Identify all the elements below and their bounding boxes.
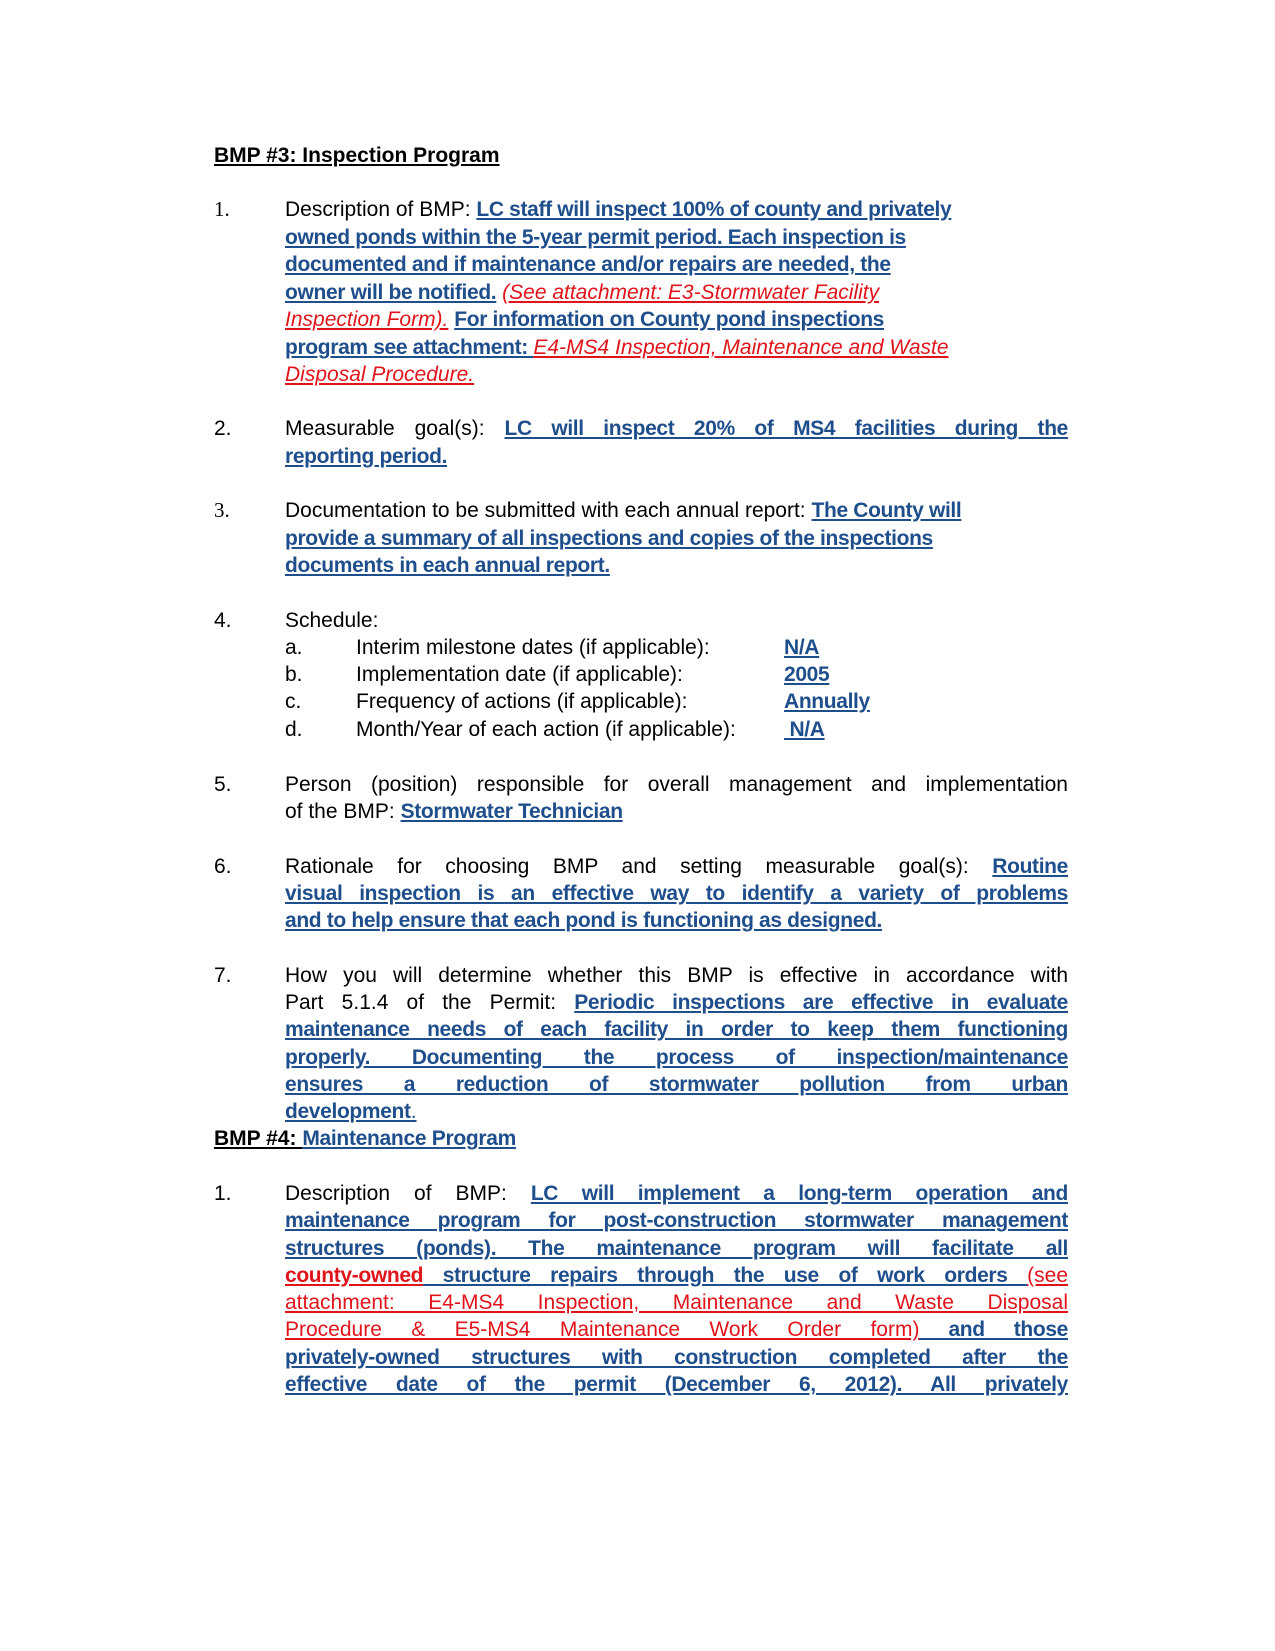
- attachment-reference: (see: [1027, 1264, 1068, 1287]
- response-text: Routine: [992, 855, 1068, 878]
- text-line: [285, 361, 1068, 388]
- response-text: properly. Documenting the process of inspection/maintenance: [285, 1046, 1068, 1069]
- schedule-value: N/A: [784, 636, 820, 659]
- schedule-letter: c.: [285, 690, 302, 713]
- text-line: [285, 1180, 1068, 1207]
- response-text: program see attachment:: [285, 336, 534, 359]
- response-text: structure repairs through the use of work orders: [423, 1264, 1028, 1287]
- text-line: [285, 880, 1068, 907]
- response-text: ensures a reduction of stormwater pollution from urban: [285, 1073, 1068, 1096]
- schedule-value: 2005: [784, 663, 830, 686]
- text-line: [285, 607, 1068, 634]
- schedule-letter: d.: [285, 718, 303, 741]
- text-line: [285, 1235, 1068, 1262]
- text-line: [285, 1016, 1068, 1043]
- label-text: Documentation to be submitted with each annual report:: [285, 499, 812, 522]
- response-text: LC staff will inspect 100% of county and privately: [476, 198, 952, 221]
- label-text: of the BMP:: [285, 800, 401, 823]
- label-text: Description of BMP:: [285, 198, 477, 221]
- schedule-label: Interim milestone dates (if applicable):: [356, 636, 710, 659]
- response-text: For information on County pond inspections: [454, 308, 885, 331]
- label-text: Schedule:: [285, 609, 379, 632]
- text-line: [285, 1098, 1068, 1125]
- label-text: Description of BMP:: [285, 1182, 531, 1205]
- schedule-value: N/A: [784, 718, 825, 741]
- text-line: [285, 1071, 1068, 1098]
- schedule-label: Implementation date (if applicable):: [356, 663, 683, 686]
- label-text: How you will determine whether this BMP is effective in accordance with: [285, 964, 1068, 987]
- schedule-label: Frequency of actions (if applicable):: [356, 690, 688, 713]
- text-line: [285, 525, 1068, 552]
- section-heading: [214, 1125, 997, 1152]
- text-line: [285, 907, 1068, 934]
- text-line: [285, 334, 1068, 361]
- text-line: [285, 306, 1068, 333]
- text-line: [285, 1207, 1068, 1234]
- response-text: Stormwater Technician: [400, 800, 623, 823]
- schedule-label: Month/Year of each action (if applicable):: [356, 718, 736, 741]
- schedule-letter: a.: [285, 636, 303, 659]
- response-text: BMP #4:: [214, 1127, 303, 1150]
- text-line: [285, 989, 1068, 1016]
- text-line: [285, 552, 1068, 579]
- response-text: development: [285, 1100, 411, 1123]
- response-text: .: [410, 1100, 417, 1123]
- text-line: [285, 771, 1068, 798]
- label-text: Measurable goal(s):: [285, 417, 505, 440]
- response-text: The County will: [811, 499, 962, 522]
- response-text: Periodic inspections are effective in evaluate: [574, 991, 1068, 1014]
- list-number: 2.: [214, 417, 232, 440]
- response-text: LC will implement a long-term operation and: [530, 1182, 1068, 1205]
- response-text: and those: [919, 1318, 1068, 1341]
- response-text: provide a summary of all inspections and copies of the inspections: [285, 527, 933, 550]
- text-line: [285, 798, 1068, 825]
- attachment-reference: Procedure & E5-MS4 Maintenance Work Order form): [285, 1318, 920, 1341]
- attachment-reference: E4-MS4 Inspection, Maintenance and Waste: [533, 336, 949, 359]
- response-text: documents in each annual report.: [285, 554, 610, 577]
- text-line: [285, 196, 1068, 223]
- list-number: 4.: [214, 609, 232, 632]
- attachment-reference: attachment: E4-MS4 Inspection, Maintenance and Waste Disposal: [285, 1291, 1068, 1314]
- text-line: [285, 497, 1068, 524]
- text-line: [285, 853, 1068, 880]
- list-number: 3.: [214, 498, 230, 522]
- text-line: [285, 962, 1068, 989]
- attachment-reference: Disposal Procedure.: [285, 363, 475, 386]
- response-text: maintenance needs of each facility in order to keep them functioning: [285, 1018, 1068, 1041]
- response-text: county-owned: [285, 1264, 424, 1287]
- label-text: Person (position) responsible for overall management and implementation: [285, 773, 1068, 796]
- text-line: [285, 415, 1068, 442]
- list-number: 1.: [214, 1182, 232, 1205]
- text-line: [285, 1289, 1068, 1316]
- schedule-letter: b.: [285, 663, 303, 686]
- attachment-reference: Inspection Form).: [285, 308, 449, 331]
- text-line: [285, 1044, 1068, 1071]
- response-text: structures (ponds). The maintenance program will facilitate all: [285, 1237, 1068, 1260]
- response-text: visual inspection is an effective way to identify a variety of problems: [285, 882, 1068, 905]
- label-text: Part 5.1.4 of the Permit:: [285, 991, 575, 1014]
- list-number: 7.: [214, 964, 232, 987]
- response-text: effective date of the permit (December 6, 2012). All privately: [285, 1373, 1068, 1396]
- response-text: owner will be notified.: [285, 281, 497, 304]
- label-text: Rationale for choosing BMP and setting measurable goal(s):: [285, 855, 993, 878]
- list-number: 6.: [214, 855, 232, 878]
- section-heading: [214, 142, 997, 169]
- list-number: 5.: [214, 773, 232, 796]
- text-line: [285, 1262, 1068, 1289]
- text-line: [285, 1316, 1068, 1343]
- response-text: reporting period.: [285, 445, 448, 468]
- response-text: Maintenance Program: [302, 1127, 517, 1150]
- response-text: LC will inspect 20% of MS4 facilities during the: [504, 417, 1068, 440]
- text-line: [285, 251, 1068, 278]
- response-text: privately-owned structures with construction completed after the: [285, 1346, 1068, 1369]
- response-text: owned ponds within the 5-year permit period. Each inspection is: [285, 226, 906, 249]
- text-line: [285, 224, 1068, 251]
- schedule-value: Annually: [784, 690, 870, 713]
- response-text: and to help ensure that each pond is functioning as designed.: [285, 909, 883, 932]
- response-text: maintenance program for post-construction stormwater management: [285, 1209, 1068, 1232]
- text-line: [285, 1344, 1068, 1371]
- response-text: BMP #3: Inspection Program: [214, 144, 500, 167]
- response-text: documented and if maintenance and/or repairs are needed, the: [285, 253, 891, 276]
- text-line: [285, 443, 1068, 470]
- attachment-reference: (See attachment: E3-Stormwater Facility: [502, 281, 880, 304]
- list-number: 1.: [214, 197, 230, 221]
- text-line: [285, 1371, 1068, 1398]
- text-line: [285, 279, 1068, 306]
